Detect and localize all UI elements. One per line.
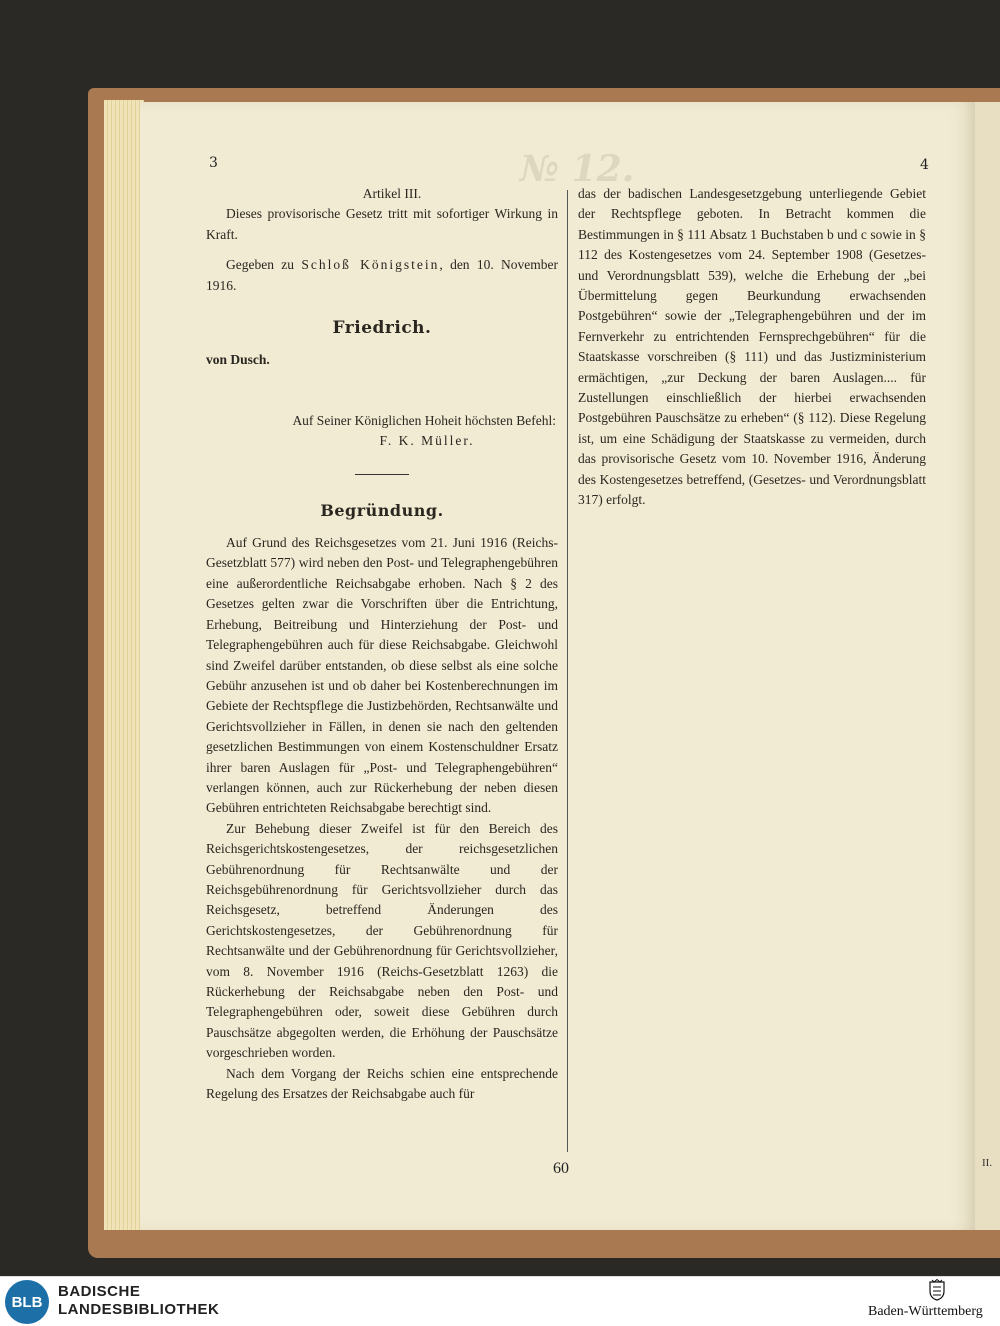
page-number-right: 4 bbox=[920, 157, 929, 173]
bleed-through-header: № 12. bbox=[520, 148, 635, 190]
next-page-edge bbox=[975, 102, 1000, 1230]
library-name[interactable] bbox=[58, 1283, 219, 1319]
given-suffix: , den 10. November 1916. bbox=[206, 257, 559, 293]
footer-bar bbox=[0, 1276, 1000, 1326]
page-number-left: 3 bbox=[209, 155, 218, 171]
library-name-line2: LANDESBIBLIOTHEK bbox=[58, 1301, 220, 1318]
page-number-bottom: 60 bbox=[553, 1160, 569, 1177]
coat-of-arms-icon bbox=[928, 1279, 946, 1301]
given-prefix: Gegeben zu bbox=[226, 257, 302, 273]
body-paragraph: das der badischen Landesgesetzgebung unterliegende Gebiet der Rechtspflege geboten. In Betracht kommen die Bestimmungen in § 111 Absatz 1 Buchstaben b und c sowie in § 112 des Kostengesetzes vom 24. September 1908 (Gesetzes- und Verordnungsblatt 539), welche die Erhebung der „bei Übermittelung gegen Beurkundung erwachsenden Postgebühren“ sowie der „Telegraphengebühren und der im Fernverkehr zu entrichtenden Fernsprechgebühren“ für die Staatskasse vorschreiben (§ 111) und das Justizministerium ermächtigen, „zur Deckung der baren Auslagen.... für Zustellungen einschließlich der hierbei erwachsenden Postgebühren Pauschsätze zu erheben“ (§ 112). Diese Regelung ist, um eine Schädigung der Staatskasse zu vermeiden, durch das provisorische Gesetz vom 10. November 1916, Änderung des Kostengesetzes betreffend, (Gesetzes- und Verordnungsblatt 317) erfolgt. bbox=[578, 186, 926, 508]
article-title: Artikel III. bbox=[362, 186, 422, 201]
blb-logo[interactable]: BLB bbox=[5, 1280, 49, 1324]
side-mark: II. bbox=[982, 1157, 993, 1169]
given-place: Schloß Königstein bbox=[301, 257, 440, 273]
given-line bbox=[206, 255, 558, 296]
right-column bbox=[578, 184, 926, 511]
state-name[interactable]: Baden-Württemberg bbox=[868, 1304, 983, 1319]
body-paragraph: Zur Behebung dieser Zweifel ist für den Bereich des Reichsgerichtskostengesetzes, der reichsgesetzlichen Gebührenordnung für Rechtsanwälte und der Reichsgebührenordnung für Gerichtsvollzieher durch das Reichsgesetz, betreffend Änderungen des Gerichtskostengesetzes, der Gebührenordnung für Rechtsanwälte und der Gebührenordnung für Gerichtsvollzieher, vom 8. November 1916 (Reichs-Gesetzblatt 1263) die Rückerhebung der Reichsabgabe neben den Post- und Telegraphengebühren oder, soweit diese Gebühren durch Pauschsätze abgegolten werden, die Erhöhung der Pauschsätze vorgeschrieben worden. bbox=[206, 820, 558, 1061]
article-text: Dieses provisorische Gesetz tritt mit sofortiger Wirkung in Kraft. bbox=[206, 206, 558, 242]
body-paragraph: Auf Grund des Reichsgesetzes vom 21. Juni 1916 (Reichs-Gesetzblatt 577) wird neben den Post- und Telegraphengebühren eine außerordentliche Reichsabgabe erhoben. Nach § 2 des Gesetzes gelten zwar die Vorschriften über die Entrichtung, Erhebung, Beitreibung und Hinterziehung der Post- und Telegraphengebühren auch für diese Reichsabgabe. Gleichwohl sind Zweifel darüber entstanden, ob diese selbst als eine solche Gebühr anzusehen ist und ob daher bei Kostenberechnungen im Gebiete der Rechtspflege die Justizbehörden, Rechtsanwälte und Gerichtsvollzieher in Fällen, in denen sie nach den geltenden gesetzlichen Bestimmungen von einem Kostenschuldner Ersatz ihrer baren Auslagen für „Post- und Telegraphengebühren“ verlangen können, auch zur Rückerhebung der neben diesen Gebühren entrichteten Reichsabgabe berechtigt sind. bbox=[206, 535, 558, 816]
body-paragraph: Nach dem Vorgang der Reichs schien eine entsprechende Regelung des Ersatzes der Reichsabgabe auch für bbox=[206, 1065, 558, 1102]
order-line: Auf Seiner Königlichen Hoheit höchsten Befehl: bbox=[292, 412, 556, 428]
library-name-line1: BADISCHE bbox=[58, 1283, 141, 1300]
column-divider bbox=[567, 190, 568, 1152]
order-signatory: F. K. Müller. bbox=[379, 433, 475, 449]
page-edges bbox=[104, 100, 144, 1230]
separator-rule bbox=[355, 474, 409, 475]
signature: Friedrich. bbox=[332, 318, 432, 339]
section-heading: Begründung. bbox=[320, 500, 444, 520]
left-column bbox=[206, 184, 558, 1104]
minister-name: von Dusch. bbox=[206, 352, 270, 368]
